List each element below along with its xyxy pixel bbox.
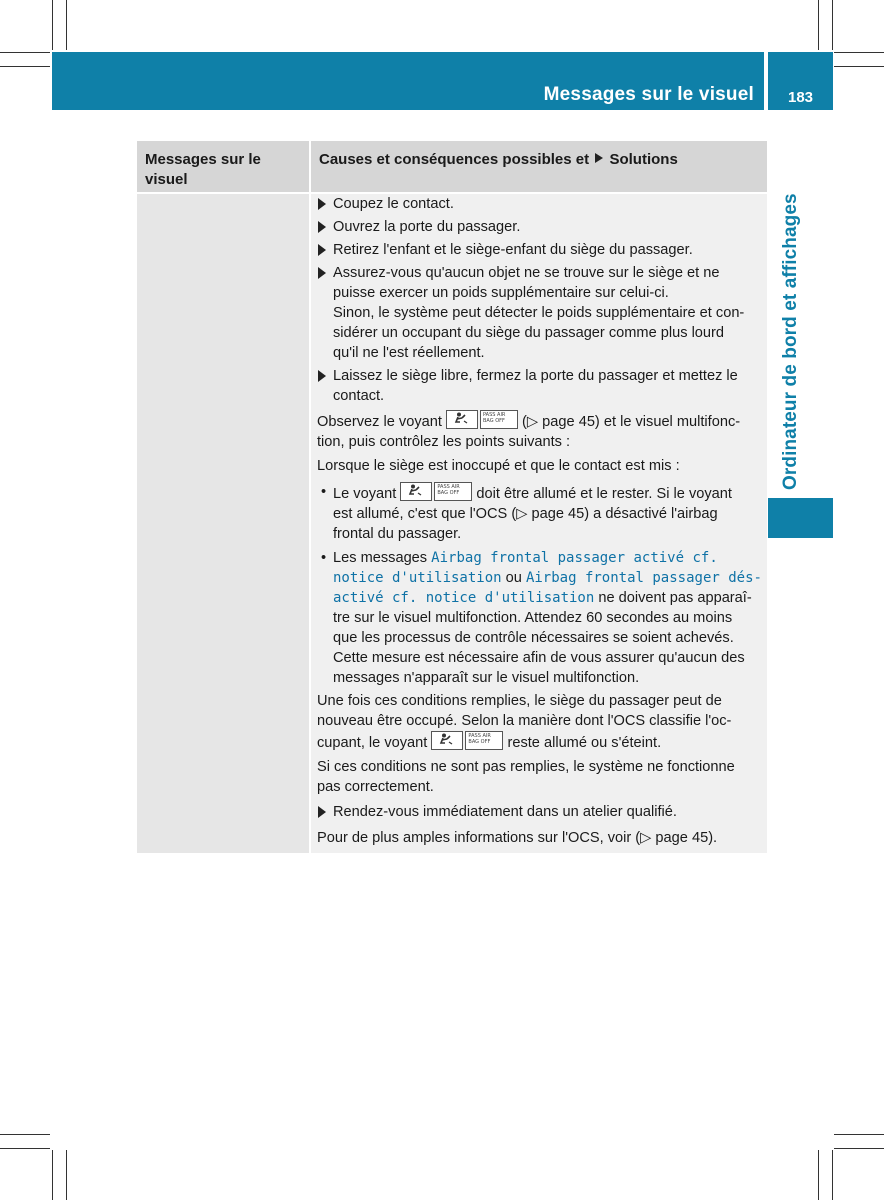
step-note: qu'il ne l'est réellement. xyxy=(333,345,485,361)
bullet-dot: • xyxy=(321,484,327,500)
paragraph-text: reste allumé ou s'éteint. xyxy=(507,735,662,751)
bullet-text: Le voyant xyxy=(333,486,397,502)
paragraph xyxy=(317,691,763,753)
indicator-label: PASS AIR BAG OFF xyxy=(437,484,460,496)
paragraph: Lorsque le siège est inoccupé et que le contact est mis : xyxy=(317,458,680,474)
crop-mark xyxy=(832,0,833,50)
arrow-right-icon xyxy=(595,153,603,163)
step-note: sidérer un occupant du siège du passager comme plus lourd xyxy=(333,325,725,341)
step-arrow-icon xyxy=(318,244,326,256)
step-text: Laissez le siège libre, fermez la porte du passager et mettez le xyxy=(333,368,738,384)
col2-header-part1: Causes et conséquences possibles et xyxy=(319,151,590,168)
solutions-content xyxy=(317,194,763,848)
paragraph xyxy=(317,410,763,452)
step-arrow-icon xyxy=(318,221,326,233)
step-text: Coupez le contact. xyxy=(333,196,454,212)
bullet-text: que les processus de contrôle nécessaires se soient achevés. xyxy=(333,630,734,646)
crop-mark xyxy=(52,1150,53,1200)
step-item xyxy=(317,802,763,822)
paragraph-text: tion, puis contrôlez les points suivants : xyxy=(317,434,571,450)
bullet-dot: • xyxy=(321,550,327,566)
step-arrow-icon xyxy=(318,370,326,382)
paragraph: Pour de plus amples informations sur l'OCS, voir (▷ page 45). xyxy=(317,830,718,846)
crop-mark xyxy=(834,1148,884,1149)
pass-airbag-off-icon xyxy=(465,731,503,750)
paragraph xyxy=(317,757,763,797)
step-item xyxy=(317,217,763,237)
crop-mark xyxy=(0,66,50,67)
paragraph-text: cupant, le voyant xyxy=(317,735,428,751)
crop-mark xyxy=(0,52,50,53)
paragraph-text: pas correctement. xyxy=(317,779,434,795)
airbag-warning-icon xyxy=(400,482,432,501)
step-item xyxy=(317,194,763,214)
pass-airbag-off-icon xyxy=(434,482,472,501)
section-title: Messages sur le visuel xyxy=(543,84,754,105)
paragraph-text: Si ces conditions ne sont pas remplies, le système ne fonctionne xyxy=(317,759,735,775)
step-text: Ouvrez la porte du passager. xyxy=(333,219,521,235)
step-item xyxy=(317,263,763,363)
page-number-box xyxy=(768,52,833,110)
table-cell-message xyxy=(137,194,309,853)
display-message-code: activé cf. notice d'utilisation xyxy=(333,590,595,606)
header-bar xyxy=(52,52,764,110)
step-text: Assurez-vous qu'aucun objet ne se trouve sur le siège et ne xyxy=(333,265,720,281)
display-message-code: Airbag frontal passager dés- xyxy=(525,570,762,586)
step-text: Retirez l'enfant et le siège-enfant du siège du passager. xyxy=(333,242,693,258)
crop-mark xyxy=(834,66,884,67)
paragraph-text: Observez le voyant xyxy=(317,414,442,430)
table-cell-solutions xyxy=(311,194,767,853)
step-text: contact. xyxy=(333,388,385,404)
bullet-text: est allumé, c'est que l'OCS (▷ page 45) a désactivé l'airbag xyxy=(333,506,718,522)
step-text: puisse exercer un poids supplémentaire sur celui-ci. xyxy=(333,285,669,301)
page-number: 183 xyxy=(787,89,814,106)
col2-header-part2: Solutions xyxy=(609,151,678,168)
paragraph-text: Une fois ces conditions remplies, le siège du passager peut de xyxy=(317,693,722,709)
bullet-text: doit être allumé et le rester. Si le voyant xyxy=(476,486,732,502)
crop-mark xyxy=(832,1150,833,1200)
crop-mark xyxy=(834,52,884,53)
bullet-text: frontal du passager. xyxy=(333,526,462,542)
bullet-item xyxy=(317,548,763,688)
col2-header-text xyxy=(319,150,678,170)
crop-mark xyxy=(66,0,67,50)
paragraph-text: nouveau être occupé. Selon la manière dont l'OCS classifie l'oc- xyxy=(317,713,732,729)
bullet-text: tre sur le visuel multifonction. Attendez 60 secondes au moins xyxy=(333,610,733,626)
indicator-label: PASS AIR BAG OFF xyxy=(468,733,491,745)
crop-mark xyxy=(66,1150,67,1200)
display-message-code: Airbag frontal passager activé cf. xyxy=(431,550,718,566)
step-arrow-icon xyxy=(318,198,326,210)
crop-mark xyxy=(818,1150,819,1200)
paragraph-text: (▷ page 45) et le visuel multifonc- xyxy=(522,414,741,430)
bullet-text: Cette mesure est nécessaire afin de vous assurer qu'aucun des xyxy=(333,650,745,666)
bullet-text: ou xyxy=(505,570,522,586)
step-item xyxy=(317,366,763,406)
display-message-code: notice d'utilisation xyxy=(333,570,502,586)
step-note: Sinon, le système peut détecter le poids supplémentaire et con- xyxy=(333,305,745,321)
crop-mark xyxy=(52,0,53,50)
table-header-messages xyxy=(137,141,309,192)
bullet-text: ne doivent pas apparaî- xyxy=(598,590,752,606)
crop-mark xyxy=(834,1134,884,1135)
airbag-warning-icon xyxy=(431,731,463,750)
step-item xyxy=(317,240,763,260)
messages-table xyxy=(137,141,767,853)
indicator-label: PASS AIR BAG OFF xyxy=(482,412,506,424)
crop-mark xyxy=(0,1148,50,1149)
bullet-text: Les messages xyxy=(333,550,428,566)
step-arrow-icon xyxy=(318,806,326,818)
bullet-text: messages n'apparaît sur le visuel multifonction. xyxy=(333,670,640,686)
col1-header-text: Messages sur le visuel xyxy=(145,151,261,188)
step-arrow-icon xyxy=(318,267,326,279)
chapter-title: Ordinateur de bord et affichages xyxy=(780,193,801,490)
table-header-causes xyxy=(311,141,767,192)
step-text: Rendez-vous immédiatement dans un atelier qualifié. xyxy=(333,804,677,820)
airbag-warning-icon xyxy=(446,410,478,429)
crop-mark xyxy=(0,1134,50,1135)
pass-airbag-off-icon xyxy=(480,410,518,429)
crop-mark xyxy=(818,0,819,50)
bullet-item xyxy=(317,482,763,544)
chapter-tab xyxy=(768,498,833,538)
